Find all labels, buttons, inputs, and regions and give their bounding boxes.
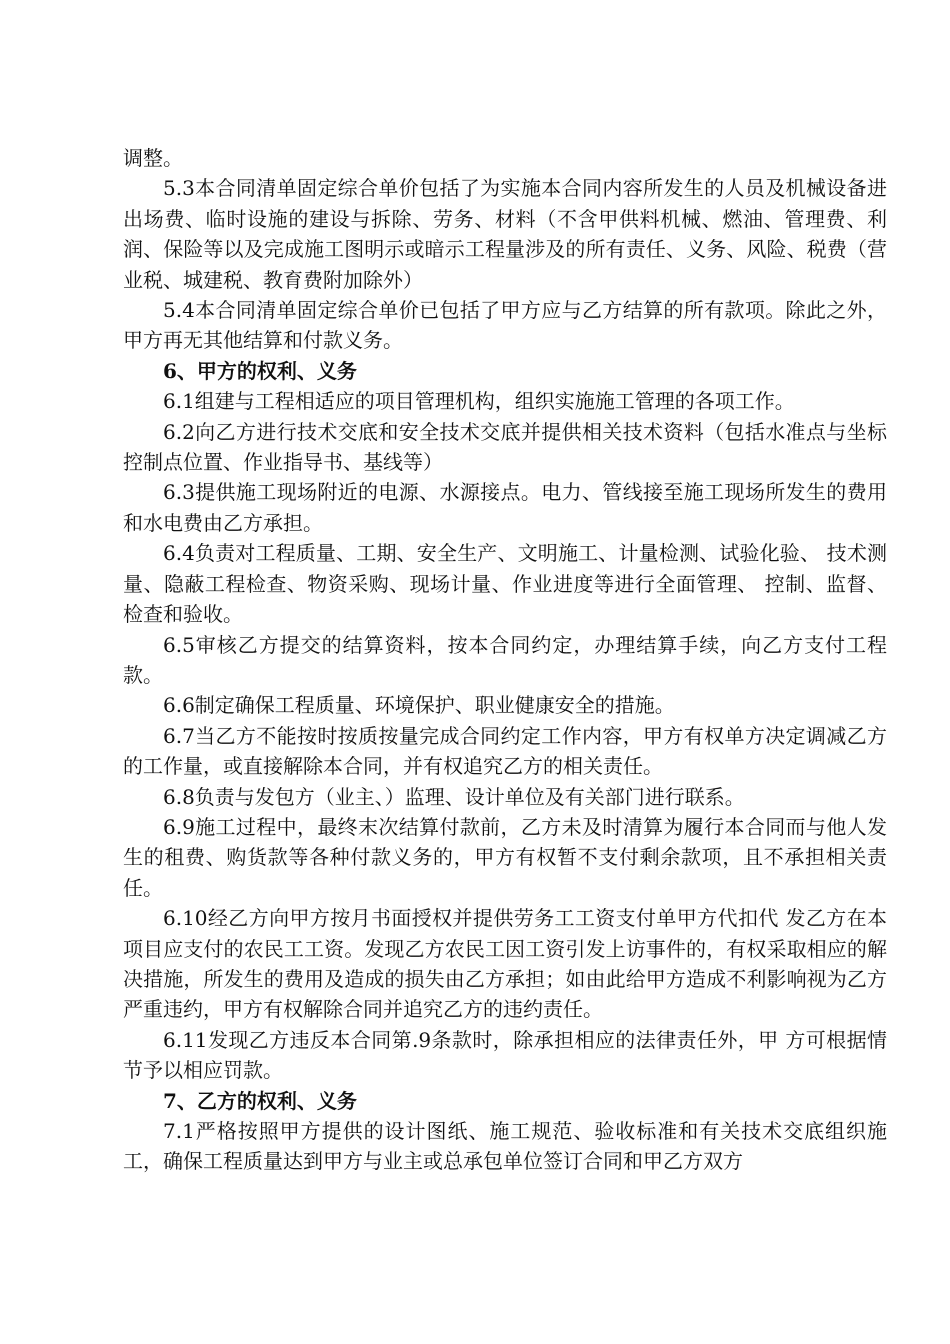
section-heading-6: 6、甲方的权利、义务 — [163, 358, 357, 383]
paragraph-continuation: 调整。 — [123, 146, 183, 170]
clause-6-10: 6.10经乙方向甲方按月书面授权并提供劳务工工资支付单甲方代扣代 发乙方在本项目应支付的农民工工资。发现乙方农民工因工资引发上访事件的，有权采取相应的解决措施，所发生的费用及造成的损失由乙方承担；如由此给甲方造成不利影响视为乙方严重违约，甲方有权解除合同并追究乙方的违约责任。 — [123, 906, 887, 1022]
clause-6-1: 6.1组建与工程相适应的项目管理机构，组织实施施工管理的各项工作。 — [163, 389, 795, 414]
clause-6-11: 6.11发现乙方违反本合同第.9条款时，除承担相应的法律责任外，甲 方可根据情节予以相应罚款。 — [123, 1027, 887, 1083]
clause-6-8: 6.8负责与发包方（业主、）监理、设计单位及有关部门进行联系。 — [163, 784, 745, 809]
clause-7-1: 7.1严格按照甲方提供的设计图纸、施工规范、验收标准和有关技术交底组织施工，确保工程质量达到甲方与业主或总承包单位签订合同和甲乙方双方 — [123, 1119, 887, 1174]
clause-6-7: 6.7当乙方不能按时按质按量完成合同约定工作内容，甲方有权单方决定调减乙方的工作量，或直接解除本合同，并有权追究乙方的相关责任。 — [123, 723, 887, 779]
clause-6-3: 6.3提供施工现场附近的电源、水源接点。电力、管线接至施工现场所发生的费用和水电费由乙方承担。 — [123, 480, 887, 535]
clause-6-6: 6.6制定确保工程质量、环境保护、职业健康安全的措施。 — [163, 693, 675, 718]
section-heading-7: 7、乙方的权利、义务 — [163, 1088, 357, 1113]
clause-6-5: 6.5审核乙方提交的结算资料，按本合同约定，办理结算手续，向乙方支付工程款。 — [123, 632, 887, 687]
clause-6-2: 6.2向乙方进行技术交底和安全技术交底并提供相关技术资料（包括水准点与坐标控制点位置、作业指导书、基线等） — [123, 419, 887, 475]
clause-5-3: 5.3本合同清单固定综合单价包括了为实施本合同内容所发生的人员及机械设备进出场费、临时设施的建设与拆除、劳务、材料（不含甲供料机械、燃油、管理费、利润、保险等以及完成施工图明示或暗示工程量涉及的所有责任、义务、风险、税费（营业税、城建税、教育费附加除外） — [123, 176, 887, 292]
clause-5-4: 5.4本合同清单固定综合单价已包括了甲方应与乙方结算的所有款项。除此之外，甲方再无其他结算和付款义务。 — [123, 298, 887, 353]
clause-6-9: 6.9施工过程中，最终末次结算付款前，乙方未及时清算为履行本合同而与他人发生的租费、购货款等各种付款义务的，甲方有权暂不支付剩余款项，且不承担相关责任。 — [123, 814, 887, 900]
document-body — [123, 143, 887, 1177]
clause-6-4: 6.4负责对工程质量、工期、安全生产、文明施工、计量检测、试验化验、 技术测量、隐蔽工程检查、物资采购、现场计量、作业进度等进行全面管理、 控制、监督、检查和验收。 — [123, 541, 887, 627]
